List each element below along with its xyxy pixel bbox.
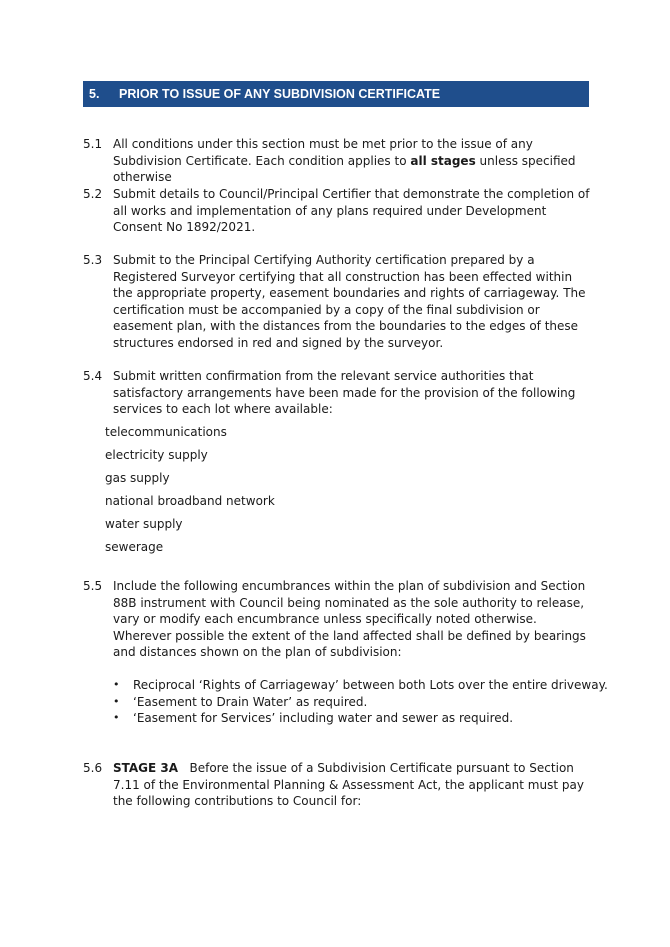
clause-number: 5.4 [83,369,103,383]
clause-number: 5.3 [83,253,103,267]
clause-number: 5.6 [83,761,103,775]
clause-number: 5.1 [83,137,103,151]
service-item: telecommunications [105,425,227,439]
list-item: • Reciprocal ‘Rights of Carriageway’ between both Lots over the entire driveway. [113,678,608,692]
clause-emphasis: all stages [410,153,476,168]
clause-text: Include the following encumbrances within the plan of subdivision and Section 88B instrument with Council being nominated as the sole authority to release, vary or modify each encumbrance unless specifically noted otherwise. Wherever possible the extent of the land affected shall be defined by bearings and distances shown on the plan of subdivision: [113,579,586,659]
clause-number: 5.2 [83,187,103,201]
stage-label: STAGE 3A [113,761,179,775]
section-title: PRIOR TO ISSUE OF ANY SUBDIVISION CERTIFICATE [119,87,441,101]
bullet-icon: • [113,678,120,691]
encumbrance-list [113,677,608,727]
section-number: 5. [89,87,100,101]
clause-text: Submit details to Council/Principal Certifier that demonstrate the completion of all works and implementation of any plans required under Development Consent No 1892/2021. [113,187,590,234]
clause-text: Submit to the Principal Certifying Authority certification prepared by a Registered Surveyor certifying that all construction has been effected within the appropriate property, easement boundaries and rights of carriageway. The certification must be accompanied by a copy of the final subdivision or easement plan, with the distances from the boundaries to the edges of these structures endorsed in red and signed by the surveyor. [113,253,586,350]
service-item: water supply [105,517,183,531]
bullet-icon: • [113,711,120,724]
list-item: • ‘Easement for Services’ including water and sewer as required. [113,711,514,725]
clause-text: Submit written confirmation from the relevant service authorities that satisfactory arrangements have been made for the provision of the following services to each lot where available: [113,369,576,416]
service-item: sewerage [105,540,164,554]
service-item: gas supply [105,471,170,485]
service-item: national broadband network [105,494,275,508]
clause-text: STAGE 3A Before the issue of a Subdivision Certificate pursuant to Section 7.11 of the Environmental Planning & Assessment Act, the applicant must pay the following contributions to Council for: [113,761,588,808]
clause-text: All conditions under this section must be met prior to the issue of any Subdivision Certificate. Each condition applies to all stages unless specified otherwise [113,137,576,184]
list-item: • ‘Easement to Drain Water’ as required. [113,694,368,709]
section-header-banner [83,81,589,107]
bullet-icon: • [113,694,120,708]
service-item: electricity supply [105,448,208,462]
clause-number: 5.5 [83,579,103,593]
